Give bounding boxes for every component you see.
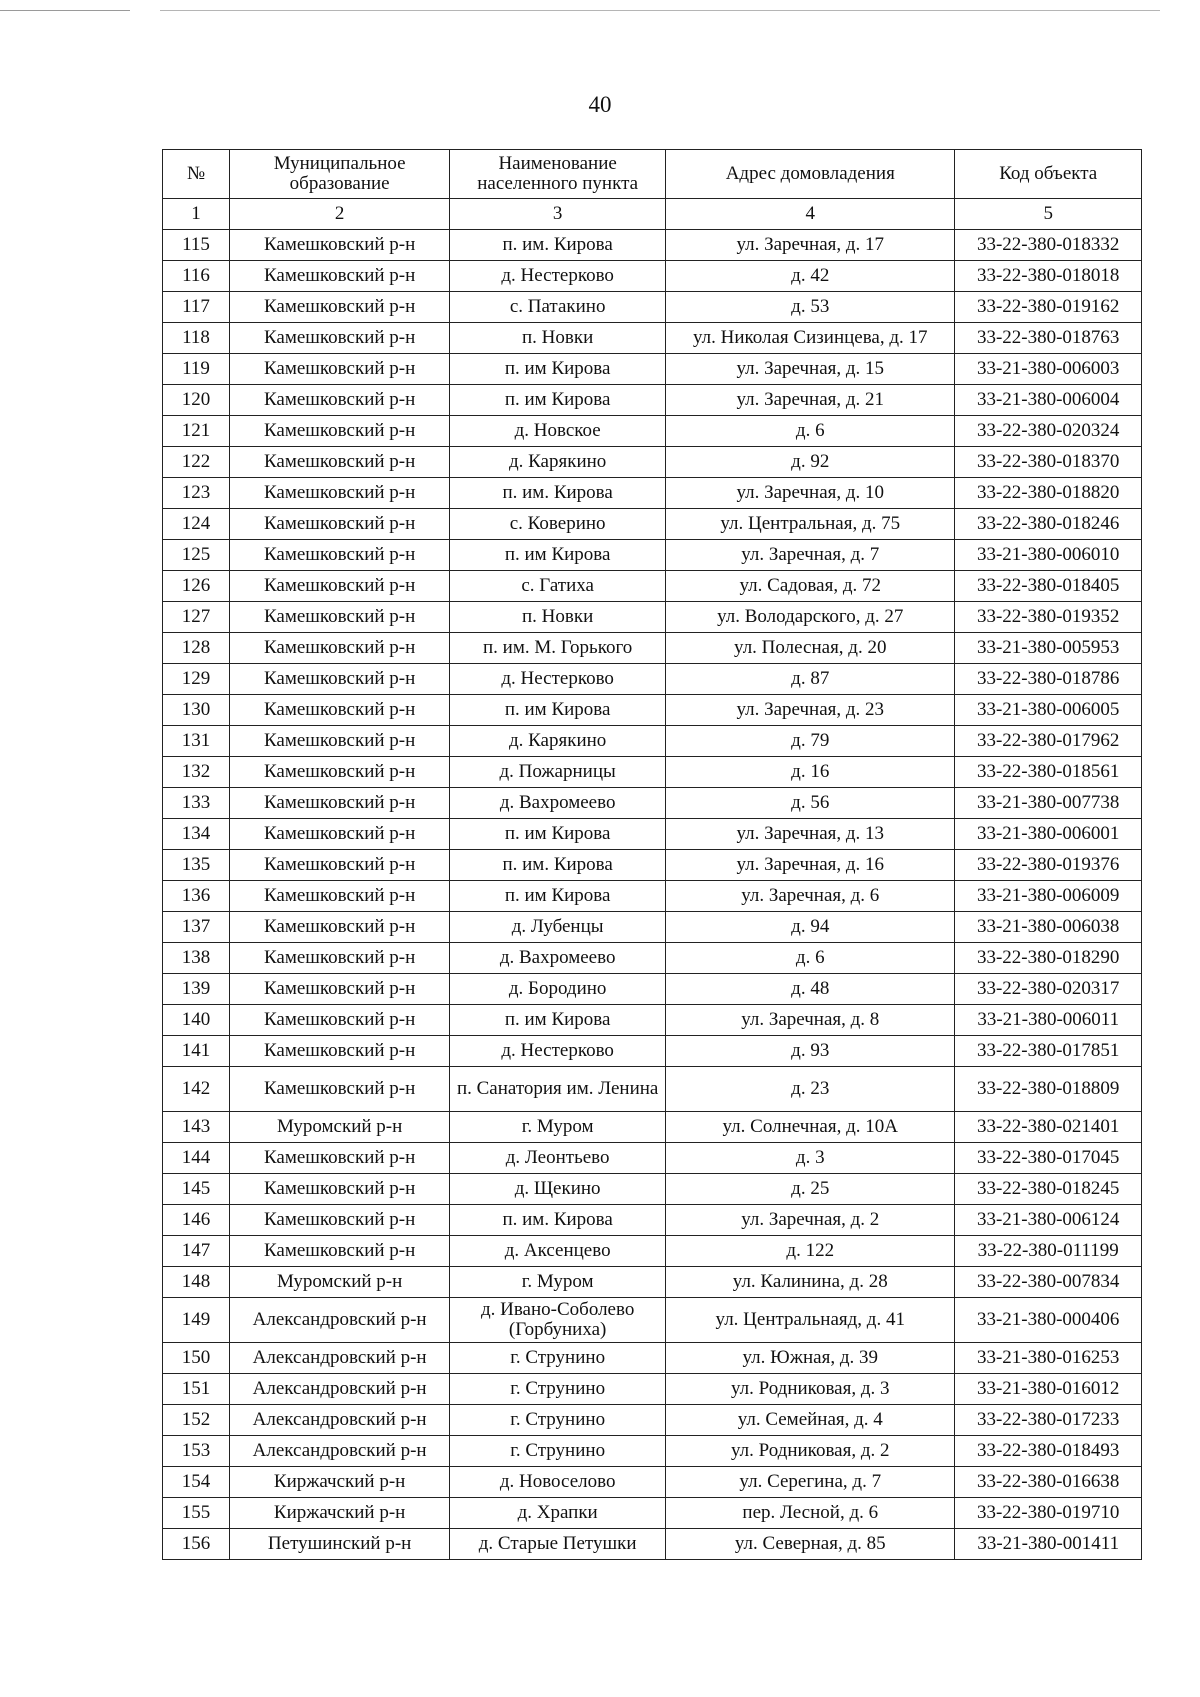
municipality-cell: Камешковский р-н [230,633,450,664]
object-code-cell: 33-22-380-018290 [955,943,1142,974]
object-code-cell: 33-22-380-019162 [955,292,1142,323]
table-row [163,540,1142,571]
locality-cell: д. Нестерково [450,664,666,695]
object-code-cell: 33-21-380-006004 [955,385,1142,416]
municipality-cell: Камешковский р-н [230,230,450,261]
municipality-cell: Камешковский р-н [230,1236,450,1267]
municipality-cell: Муромский р-н [230,1267,450,1298]
locality-cell: п. им Кирова [450,354,666,385]
locality-cell: п. Новки [450,602,666,633]
row-number: 144 [163,1143,230,1174]
row-number: 120 [163,385,230,416]
table-row [163,695,1142,726]
address-cell: д. 92 [666,447,955,478]
municipality-cell: Киржачский р-н [230,1498,450,1529]
row-number: 142 [163,1067,230,1112]
object-code-cell: 33-22-380-017233 [955,1405,1142,1436]
municipality-cell: Камешковский р-н [230,540,450,571]
locality-cell: п. им. Кирова [450,478,666,509]
row-number: 116 [163,261,230,292]
municipality-cell: Камешковский р-н [230,602,450,633]
object-code-cell: 33-22-380-007834 [955,1267,1142,1298]
header-no: № [163,150,230,199]
row-number: 146 [163,1205,230,1236]
object-code-cell: 33-22-380-018809 [955,1067,1142,1112]
row-number: 119 [163,354,230,385]
row-number: 135 [163,850,230,881]
row-number: 115 [163,230,230,261]
object-code-cell: 33-22-380-018786 [955,664,1142,695]
object-code-cell: 33-22-380-018018 [955,261,1142,292]
table-row [163,1498,1142,1529]
municipality-cell: Камешковский р-н [230,1036,450,1067]
table-body [163,230,1142,1560]
row-number: 125 [163,540,230,571]
object-code-cell: 33-21-380-006009 [955,881,1142,912]
locality-cell: д. Старые Петушки [450,1529,666,1560]
row-number: 132 [163,757,230,788]
object-code-cell: 33-22-380-019376 [955,850,1142,881]
address-cell: д. 6 [666,416,955,447]
row-number: 156 [163,1529,230,1560]
municipality-cell: Камешковский р-н [230,385,450,416]
address-cell: ул. Родниковая, д. 2 [666,1436,955,1467]
municipality-cell: Камешковский р-н [230,323,450,354]
municipality-cell: Петушинский р-н [230,1529,450,1560]
row-number: 152 [163,1405,230,1436]
municipality-cell: Камешковский р-н [230,1174,450,1205]
address-cell: д. 56 [666,788,955,819]
table-row [163,912,1142,943]
locality-cell: д. Нестерково [450,1036,666,1067]
address-cell: д. 79 [666,726,955,757]
municipality-cell: Камешковский р-н [230,571,450,602]
address-cell: ул. Заречная, д. 7 [666,540,955,571]
locality-cell: г. Струнино [450,1436,666,1467]
locality-cell: п. Санатория им. Ленина [450,1067,666,1112]
municipality-cell: Камешковский р-н [230,788,450,819]
municipality-cell: Камешковский р-н [230,1205,450,1236]
table-row [163,1405,1142,1436]
locality-cell: г. Муром [450,1112,666,1143]
table-row [163,1205,1142,1236]
address-cell: ул. Серегина, д. 7 [666,1467,955,1498]
locality-cell: п. им. Кирова [450,230,666,261]
address-cell: ул. Заречная, д. 10 [666,478,955,509]
locality-cell: г. Струнино [450,1374,666,1405]
address-cell: ул. Заречная, д. 8 [666,1005,955,1036]
locality-cell: п. им Кирова [450,1005,666,1036]
object-code-cell: 33-22-380-017962 [955,726,1142,757]
address-cell: д. 94 [666,912,955,943]
row-number: 127 [163,602,230,633]
locality-cell: п. им Кирова [450,819,666,850]
address-cell: д. 48 [666,974,955,1005]
locality-cell: г. Струнино [450,1405,666,1436]
row-number: 145 [163,1174,230,1205]
locality-cell: п. им Кирова [450,385,666,416]
table-row [163,602,1142,633]
table-row [163,261,1142,292]
address-cell: д. 3 [666,1143,955,1174]
address-cell: ул. Южная, д. 39 [666,1343,955,1374]
municipality-cell: Камешковский р-н [230,447,450,478]
row-number: 134 [163,819,230,850]
scan-edge-line [160,10,1160,11]
municipality-cell: Камешковский р-н [230,943,450,974]
table-row [163,1143,1142,1174]
address-cell: д. 25 [666,1174,955,1205]
table-row [163,1236,1142,1267]
table-row [163,1467,1142,1498]
municipality-cell: Камешковский р-н [230,726,450,757]
address-cell: д. 87 [666,664,955,695]
municipality-cell: Камешковский р-н [230,478,450,509]
address-cell: ул. Заречная, д. 16 [666,850,955,881]
table-row [163,354,1142,385]
row-number: 137 [163,912,230,943]
row-number: 150 [163,1343,230,1374]
registry-table [162,149,1142,1560]
table-row [163,1067,1142,1112]
address-cell: д. 53 [666,292,955,323]
address-cell: д. 6 [666,943,955,974]
municipality-cell: Александровский р-н [230,1374,450,1405]
locality-cell: г. Муром [450,1267,666,1298]
row-number: 130 [163,695,230,726]
locality-cell: д. Храпки [450,1498,666,1529]
row-number: 128 [163,633,230,664]
address-cell: д. 122 [666,1236,955,1267]
locality-cell: с. Коверино [450,509,666,540]
object-code-cell: 33-22-380-011199 [955,1236,1142,1267]
table-row [163,323,1142,354]
locality-cell: п. им Кирова [450,695,666,726]
object-code-cell: 33-22-380-019710 [955,1498,1142,1529]
object-code-cell: 33-21-380-006038 [955,912,1142,943]
table-row [163,819,1142,850]
table-row [163,974,1142,1005]
locality-cell: д. Аксенцево [450,1236,666,1267]
address-cell: д. 23 [666,1067,955,1112]
page-number: 40 [588,92,612,117]
table-row [163,757,1142,788]
municipality-cell: Камешковский р-н [230,757,450,788]
locality-cell: д. Вахромеево [450,788,666,819]
row-number: 121 [163,416,230,447]
address-cell: ул. Центральная, д. 75 [666,509,955,540]
object-code-cell: 33-22-380-018820 [955,478,1142,509]
address-cell: ул. Калинина, д. 28 [666,1267,955,1298]
table-row [163,850,1142,881]
column-number: 2 [230,199,450,230]
object-code-cell: 33-21-380-006011 [955,1005,1142,1036]
locality-cell: д. Пожарницы [450,757,666,788]
column-number: 4 [666,199,955,230]
table-row [163,478,1142,509]
row-number: 149 [163,1298,230,1343]
locality-cell: д. Бородино [450,974,666,1005]
row-number: 153 [163,1436,230,1467]
locality-cell: д. Лубенцы [450,912,666,943]
object-code-cell: 33-22-380-019352 [955,602,1142,633]
row-number: 147 [163,1236,230,1267]
column-number: 5 [955,199,1142,230]
table-row [163,664,1142,695]
address-cell: ул. Заречная, д. 23 [666,695,955,726]
address-cell: ул. Заречная, д. 2 [666,1205,955,1236]
locality-cell: г. Струнино [450,1343,666,1374]
object-code-cell: 33-22-380-018245 [955,1174,1142,1205]
municipality-cell: Камешковский р-н [230,1005,450,1036]
object-code-cell: 33-21-380-006005 [955,695,1142,726]
header-address: Адрес домовладения [666,150,955,199]
table-row [163,943,1142,974]
row-number: 136 [163,881,230,912]
row-number: 129 [163,664,230,695]
municipality-cell: Муромский р-н [230,1112,450,1143]
object-code-cell: 33-22-380-018763 [955,323,1142,354]
address-cell: ул. Заречная, д. 13 [666,819,955,850]
row-number: 117 [163,292,230,323]
locality-cell: п. им. Кирова [450,1205,666,1236]
locality-cell: д. Карякино [450,726,666,757]
address-cell: ул. Центральнаяд, д. 41 [666,1298,955,1343]
row-number: 154 [163,1467,230,1498]
address-cell: ул. Николая Сизинцева, д. 17 [666,323,955,354]
object-code-cell: 33-21-380-001411 [955,1529,1142,1560]
header-locality: Наименование населенного пункта [450,150,666,199]
table-row [163,1174,1142,1205]
object-code-cell: 33-21-380-006124 [955,1205,1142,1236]
object-code-cell: 33-21-380-006001 [955,819,1142,850]
row-number: 143 [163,1112,230,1143]
locality-cell: п. им. Кирова [450,850,666,881]
table-row [163,633,1142,664]
municipality-cell: Камешковский р-н [230,850,450,881]
row-number: 148 [163,1267,230,1298]
address-cell: ул. Володарского, д. 27 [666,602,955,633]
locality-cell: п. Новки [450,323,666,354]
header-municipality: Муниципальное образование [230,150,450,199]
table-row [163,1343,1142,1374]
address-cell: ул. Родниковая, д. 3 [666,1374,955,1405]
municipality-cell: Камешковский р-н [230,509,450,540]
object-code-cell: 33-21-380-006010 [955,540,1142,571]
municipality-cell: Камешковский р-н [230,664,450,695]
address-cell: ул. Солнечная, д. 10А [666,1112,955,1143]
object-code-cell: 33-21-380-016012 [955,1374,1142,1405]
table-row [163,509,1142,540]
locality-cell: д. Нестерково [450,261,666,292]
row-number: 139 [163,974,230,1005]
municipality-cell: Александровский р-н [230,1436,450,1467]
municipality-cell: Камешковский р-н [230,881,450,912]
locality-cell: д. Новское [450,416,666,447]
table-row [163,1036,1142,1067]
locality-cell: д. Леонтьево [450,1143,666,1174]
object-code-cell: 33-22-380-018561 [955,757,1142,788]
table-row [163,1298,1142,1343]
locality-cell: с. Гатиха [450,571,666,602]
municipality-cell: Камешковский р-н [230,912,450,943]
row-number: 124 [163,509,230,540]
row-number: 131 [163,726,230,757]
address-cell: ул. Семейная, д. 4 [666,1405,955,1436]
object-code-cell: 33-21-380-016253 [955,1343,1142,1374]
row-number: 126 [163,571,230,602]
municipality-cell: Александровский р-н [230,1405,450,1436]
row-number: 118 [163,323,230,354]
municipality-cell: Камешковский р-н [230,1143,450,1174]
table-row [163,571,1142,602]
object-code-cell: 33-22-380-020317 [955,974,1142,1005]
row-number: 151 [163,1374,230,1405]
row-number: 133 [163,788,230,819]
locality-cell: д. Щекино [450,1174,666,1205]
table-row [163,788,1142,819]
row-number: 155 [163,1498,230,1529]
address-cell: д. 42 [666,261,955,292]
table-row [163,447,1142,478]
municipality-cell: Камешковский р-н [230,1067,450,1112]
table-row [163,1529,1142,1560]
table-row [163,726,1142,757]
object-code-cell: 33-21-380-006003 [955,354,1142,385]
row-number: 123 [163,478,230,509]
header-code: Код объекта [955,150,1142,199]
address-cell: ул. Заречная, д. 6 [666,881,955,912]
address-cell: д. 16 [666,757,955,788]
object-code-cell: 33-22-380-018370 [955,447,1142,478]
table-row [163,230,1142,261]
municipality-cell: Камешковский р-н [230,819,450,850]
row-number: 138 [163,943,230,974]
address-cell: ул. Заречная, д. 21 [666,385,955,416]
table-row [163,416,1142,447]
municipality-cell: Камешковский р-н [230,261,450,292]
municipality-cell: Александровский р-н [230,1343,450,1374]
locality-cell: д. Вахромеево [450,943,666,974]
municipality-cell: Александровский р-н [230,1298,450,1343]
object-code-cell: 33-22-380-020324 [955,416,1142,447]
address-cell: ул. Заречная, д. 17 [666,230,955,261]
address-cell: ул. Заречная, д. 15 [666,354,955,385]
municipality-cell: Камешковский р-н [230,974,450,1005]
municipality-cell: Камешковский р-н [230,695,450,726]
table-row [163,881,1142,912]
scan-edge-line [0,10,130,11]
table-row [163,1112,1142,1143]
table-row [163,385,1142,416]
object-code-cell: 33-22-380-016638 [955,1467,1142,1498]
municipality-cell: Киржачский р-н [230,1467,450,1498]
table-row [163,1436,1142,1467]
municipality-cell: Камешковский р-н [230,354,450,385]
address-cell: д. 93 [666,1036,955,1067]
header-row [163,150,1142,199]
locality-cell: с. Патакино [450,292,666,323]
object-code-cell: 33-22-380-017045 [955,1143,1142,1174]
municipality-cell: Камешковский р-н [230,292,450,323]
address-cell: ул. Полесная, д. 20 [666,633,955,664]
object-code-cell: 33-22-380-021401 [955,1112,1142,1143]
object-code-cell: 33-21-380-007738 [955,788,1142,819]
object-code-cell: 33-21-380-005953 [955,633,1142,664]
row-number: 140 [163,1005,230,1036]
row-number: 122 [163,447,230,478]
locality-cell: д. Карякино [450,447,666,478]
row-number: 141 [163,1036,230,1067]
column-number-row [163,199,1142,230]
column-number: 1 [163,199,230,230]
table-row [163,292,1142,323]
object-code-cell: 33-22-380-018246 [955,509,1142,540]
object-code-cell: 33-22-380-018405 [955,571,1142,602]
object-code-cell: 33-22-380-018332 [955,230,1142,261]
address-cell: ул. Садовая, д. 72 [666,571,955,602]
locality-cell: п. им Кирова [450,540,666,571]
locality-cell: д. Ивано-Соболево (Горбуниха) [450,1298,666,1343]
table-row [163,1374,1142,1405]
address-cell: ул. Северная, д. 85 [666,1529,955,1560]
locality-cell: п. им. М. Горького [450,633,666,664]
table-row [163,1005,1142,1036]
object-code-cell: 33-22-380-018493 [955,1436,1142,1467]
table-row [163,1267,1142,1298]
locality-cell: д. Новоселово [450,1467,666,1498]
column-number: 3 [450,199,666,230]
locality-cell: п. им Кирова [450,881,666,912]
municipality-cell: Камешковский р-н [230,416,450,447]
address-cell: пер. Лесной, д. 6 [666,1498,955,1529]
object-code-cell: 33-21-380-000406 [955,1298,1142,1343]
object-code-cell: 33-22-380-017851 [955,1036,1142,1067]
